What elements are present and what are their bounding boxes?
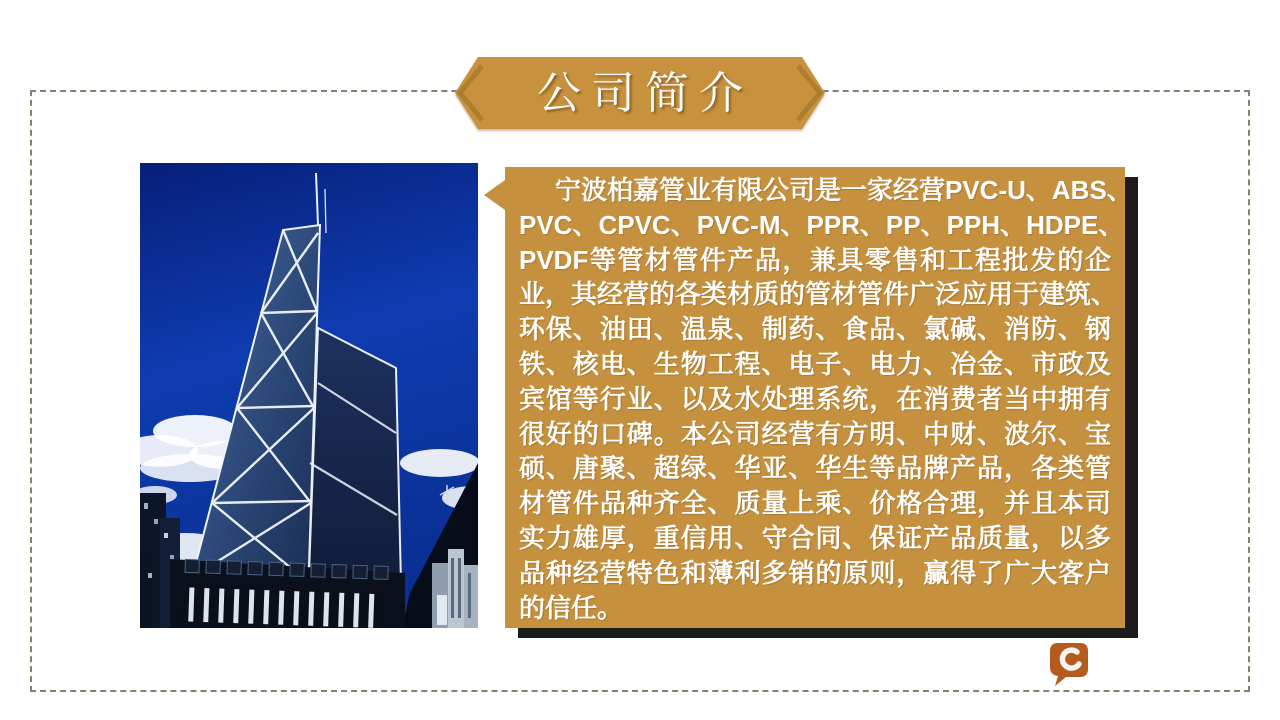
intro-text-line: 很好的口碑。本公司经营有方明、中财、波尔、宝 [519,418,1111,449]
intro-text-line: PVDF等管材管件产品，兼具零售和工程批发的企 [519,244,1111,275]
intro-text-line: 宁波柏嘉管业有限公司是一家经营PVC-U、ABS、 [555,175,1133,205]
intro-text-line: 材管件品种齐全、质量上乘、价格合理，并且本司 [519,488,1111,519]
callout-pointer [484,180,505,210]
intro-text-line: 品种经营特色和薄利多销的原则，赢得了广大客户 [519,557,1111,588]
footer-logo [1046,640,1094,688]
title-banner [454,56,826,130]
intro-text-line: 环保、油田、温泉、制药、食品、氯碱、消防、钢 [519,314,1111,345]
intro-text-line: 铁、核电、生物工程、电子、电力、冶金、市政及 [519,348,1111,379]
intro-text-line: 宾馆等行业、以及水处理系统，在消费者当中拥有 [519,383,1111,414]
company-intro-box [505,167,1133,628]
intro-text-line: 的信任。 [519,592,624,623]
building-photo [140,163,478,628]
skyscraper-image [140,163,478,628]
intro-text-line: 硕、唐聚、超绿、华亚、华生等品牌产品，各类管 [519,453,1111,484]
intro-text-line: 实力雄厚，重信用、守合同、保证产品质量，以多 [519,522,1111,553]
intro-text-line: PVC、CPVC、PVC-M、PPR、PP、PPH、HDPE、 [519,209,1125,240]
speech-bubble-logo-icon [1046,640,1094,688]
intro-text-line: 业，其经营的各类材质的管材管件广泛应用于建筑、 [519,279,1118,310]
page-title: 公司简介 [537,68,753,119]
